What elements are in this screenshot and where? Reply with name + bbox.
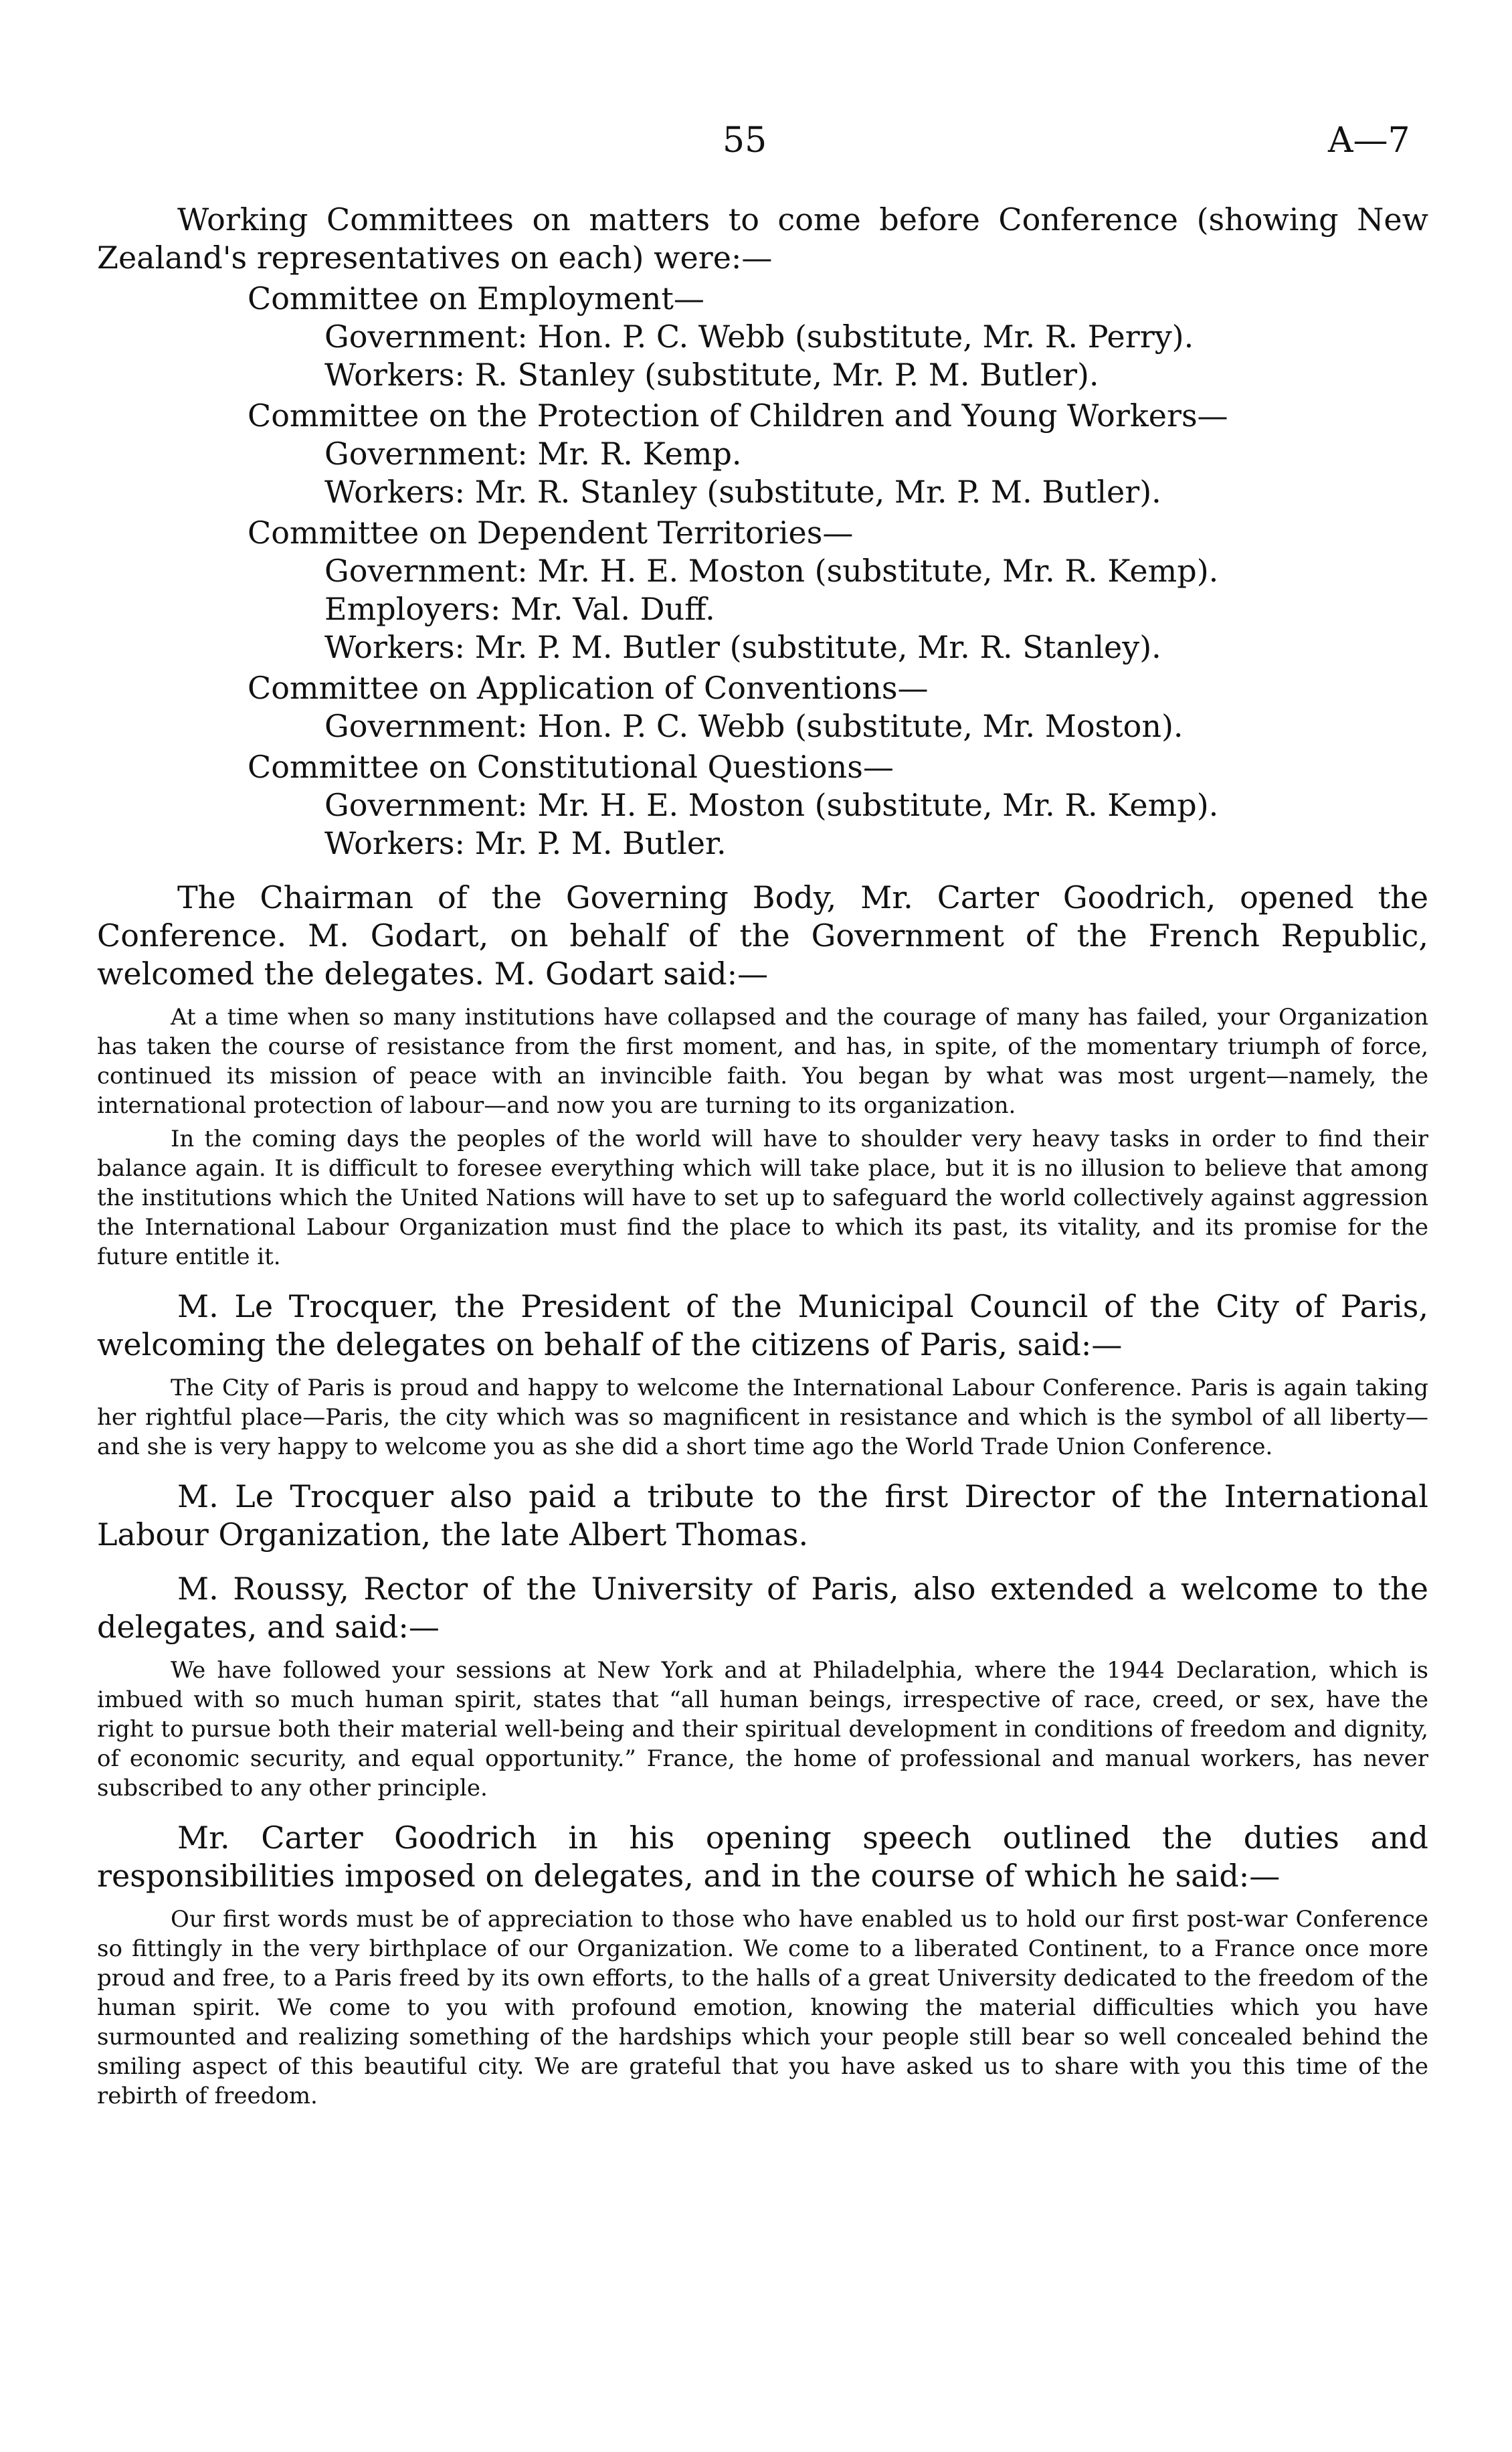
quote-paragraph: In the coming days the peoples of the world will have to shoulder very heavy tasks in order to find their balance again. It is difficult to foresee everything which will take place, but it is no illusion to believe that among the institutions which the United Nations will have to set up to safeguard the world collectively against aggression the International Labour Organization must find the place to which its past, its vitality, and its promise for the future entitle it. [97, 1126, 1428, 1270]
letrocquer-quote [97, 1373, 1428, 1462]
committee-member-line: Government: Hon. P. C. Webb (substitute, Mr. Moston). [324, 708, 1184, 744]
chairman-paragraph: The Chairman of the Governing Body, Mr. Carter Goodrich, opened the Conference. M. Godart, on behalf of the Government of the French Republic, welcomed the delegates. M. Godart said:— [97, 879, 1428, 992]
quote-paragraph: Our first words must be of appreciation to those who have enabled us to hold our first post-war Conference so fittingly in the very birthplace of our Organization. We come to a liberated Continent, to a France once more proud and free, to a Paris freed by its own efforts, to the halls of a great University dedicated to the freedom of the human spirit. We come to you with profound emotion, knowing the material difficulties which you have surmounted and realizing something of the hardships which your people still bear so well concealed behind the smiling aspect of this beautiful city. We are grateful that you have asked us to share with you this time of the rebirth of freedom. [97, 1906, 1428, 2109]
page-body [97, 201, 1428, 2111]
quote-paragraph: The City of Paris is proud and happy to welcome the International Labour Conference. Paris is again taking her rightful place—Paris, the city which was so magnificent in resistance and which is the symbol of all liberty—and she is very happy to welcome you as she did a short time ago the World Trade Union Conference. [97, 1375, 1428, 1460]
quote-paragraph: At a time when so many institutions have collapsed and the courage of many has failed, your Organization has taken the course of resistance from the first moment, and has, in spite, of the momentary triumph of force, continued its mission of peace with an invincible faith. You began by what was most urgent—namely, the international protection of labour—and now you are turning to its organization. [97, 1004, 1428, 1119]
page-header [0, 120, 1512, 161]
committee-member-line: Workers: R. Stanley (substitute, Mr. P. M. Butler). [324, 357, 1099, 393]
committee-employment [97, 280, 1428, 394]
tribute-paragraph: M. Le Trocquer also paid a tribute to the first Director of the International Labour Organization, the late Albert Thomas. [97, 1478, 1428, 1553]
goodrich-paragraph: Mr. Carter Goodrich in his opening speech outlined the duties and responsibilities imposed on delegates, and in the course of which he said:— [97, 1820, 1428, 1894]
letrocquer-paragraph: M. Le Trocquer, the President of the Municipal Council of the City of Paris, welcoming the delegates on behalf of the citizens of Paris, said:— [97, 1288, 1428, 1363]
committee-title: Committee on Dependent Territories— [248, 515, 854, 551]
committee-dependent-territories [97, 514, 1428, 667]
document-reference: A—7 [1328, 120, 1410, 161]
committee-title: Committee on the Protection of Children and Young Workers— [248, 398, 1228, 434]
committee-member-line: Workers: Mr. P. M. Butler (substitute, Mr. R. Stanley). [324, 629, 1161, 665]
page-number: 55 [723, 120, 767, 161]
godart-quote [97, 1002, 1428, 1272]
committee-title: Committee on Employment— [248, 280, 704, 317]
committee-title: Committee on Application of Conventions— [248, 670, 929, 706]
committee-member-line: Government: Hon. P. C. Webb (substitute, Mr. R. Perry). [324, 319, 1194, 355]
roussy-paragraph: M. Roussy, Rector of the University of Paris, also extended a welcome to the delegates, and said:— [97, 1571, 1428, 1645]
goodrich-quote [97, 1905, 1428, 2111]
committee-protection-of-children [97, 397, 1428, 511]
committee-member-line: Workers: Mr. R. Stanley (substitute, Mr. P. M. Butler). [324, 474, 1161, 510]
quote-paragraph: We have followed your sessions at New York and at Philadelphia, where the 1944 Declaration, which is imbued with so much human spirit, states that “all human beings, irrespective of race, creed, or sex, have the right to pursue both their material well-being and their spiritual development in conditions of freedom and dignity, of economic security, and equal opportunity.” France, the home of professional and manual workers, has never subscribed to any other principle. [97, 1657, 1428, 1802]
committee-list [97, 280, 1428, 863]
committee-member-line: Employers: Mr. Val. Duff. [324, 591, 715, 627]
roussy-quote [97, 1656, 1428, 1803]
committee-title: Committee on Constitutional Questions— [248, 749, 894, 785]
committee-constitutional-questions [97, 748, 1428, 863]
committee-application-of-conventions [97, 669, 1428, 746]
committee-member-line: Workers: Mr. P. M. Butler. [324, 825, 727, 861]
intro-paragraph: Working Committees on matters to come before Conference (showing New Zealand's representatives on each) were:— [97, 201, 1428, 276]
committee-member-line: Government: Mr. R. Kemp. [324, 436, 742, 472]
committee-member-line: Government: Mr. H. E. Moston (substitute, Mr. R. Kemp). [324, 787, 1219, 823]
committee-member-line: Government: Mr. H. E. Moston (substitute, Mr. R. Kemp). [324, 553, 1219, 589]
